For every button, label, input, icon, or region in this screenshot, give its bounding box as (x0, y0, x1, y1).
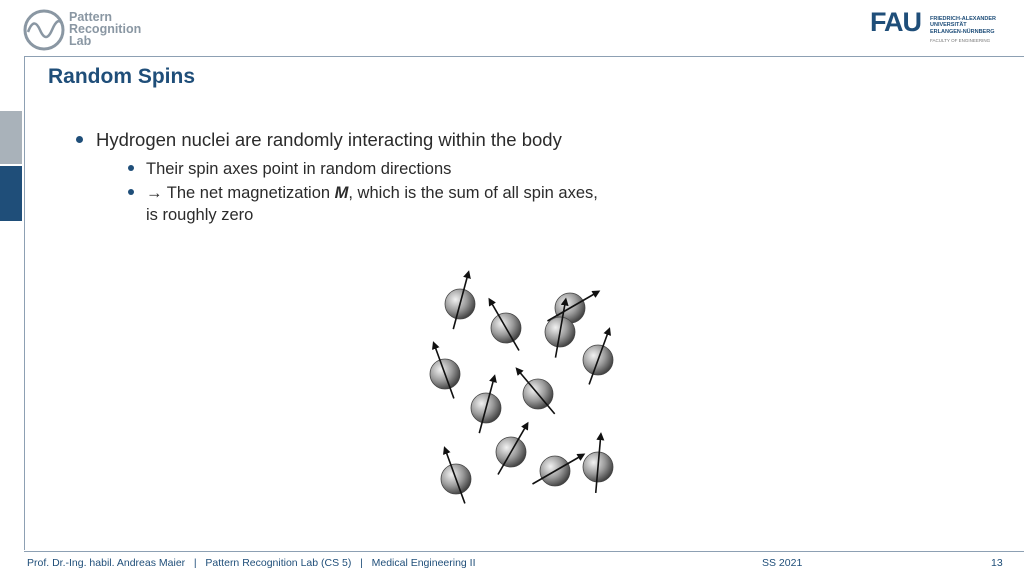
spin-nucleus (583, 329, 613, 384)
pattern-recognition-lab-logo (22, 8, 152, 52)
random-spins-figure (410, 262, 650, 517)
lab-logo-icon (22, 8, 66, 52)
spin-nucleus (445, 272, 475, 329)
bullet-list (76, 128, 716, 226)
footer-page-number: 13 (991, 557, 1003, 569)
fau-line-2: UNIVERSITÄT (930, 22, 967, 29)
footer-semester: SS 2021 (762, 557, 803, 569)
header (0, 0, 1024, 56)
sub2-text-post: , which is the sum of all spin axes, (348, 184, 598, 202)
spin-nucleus (532, 455, 583, 487)
spin-nucleus (490, 299, 522, 350)
fau-mark: FAU (870, 7, 921, 37)
spin-nucleus (517, 369, 555, 414)
spin-nucleus (583, 434, 613, 493)
sub2-text-line2: is roughly zero (146, 206, 254, 224)
side-tab-blue (0, 166, 22, 221)
side-tab-gray (0, 111, 22, 164)
right-arrow-icon: → (146, 184, 163, 202)
fau-line-1: FRIEDRICH-ALEXANDER (930, 16, 996, 22)
lab-logo-line-1: Pattern (69, 10, 113, 24)
bullet-main: Hydrogen nuclei are randomly interacting within the body (76, 128, 716, 152)
footer-author: Prof. Dr.-Ing. habil. Andreas Maier (27, 557, 186, 569)
footer-sep-2: | (360, 557, 363, 569)
lab-logo-line-2: Recognition (69, 22, 142, 36)
magnetization-symbol: M (334, 184, 349, 202)
footer-course: Medical Engineering II (371, 557, 476, 569)
footer-lab: Pattern Recognition Lab (CS 5) (205, 557, 352, 569)
footer-info (27, 557, 476, 569)
fau-faculty: FACULTY OF ENGINEERING (930, 38, 991, 43)
slide-title: Random Spins (48, 65, 196, 88)
sub2-text-pre: The net magnetization (162, 184, 335, 202)
spin-nucleus (441, 448, 471, 503)
fau-logo (870, 8, 1005, 48)
spin-nucleus (430, 343, 460, 398)
spin-nucleus (471, 376, 501, 433)
bullet-sub-1: Their spin axes point in random directions (122, 158, 716, 180)
lab-logo-line-3: Lab (69, 34, 92, 48)
spin-nucleus (496, 423, 528, 474)
fau-line-3: ERLANGEN-NÜRNBERG (930, 28, 995, 35)
footer-sep-1: | (193, 557, 197, 569)
bullet-sub-2 (122, 182, 716, 226)
footer-divider (24, 551, 1024, 552)
